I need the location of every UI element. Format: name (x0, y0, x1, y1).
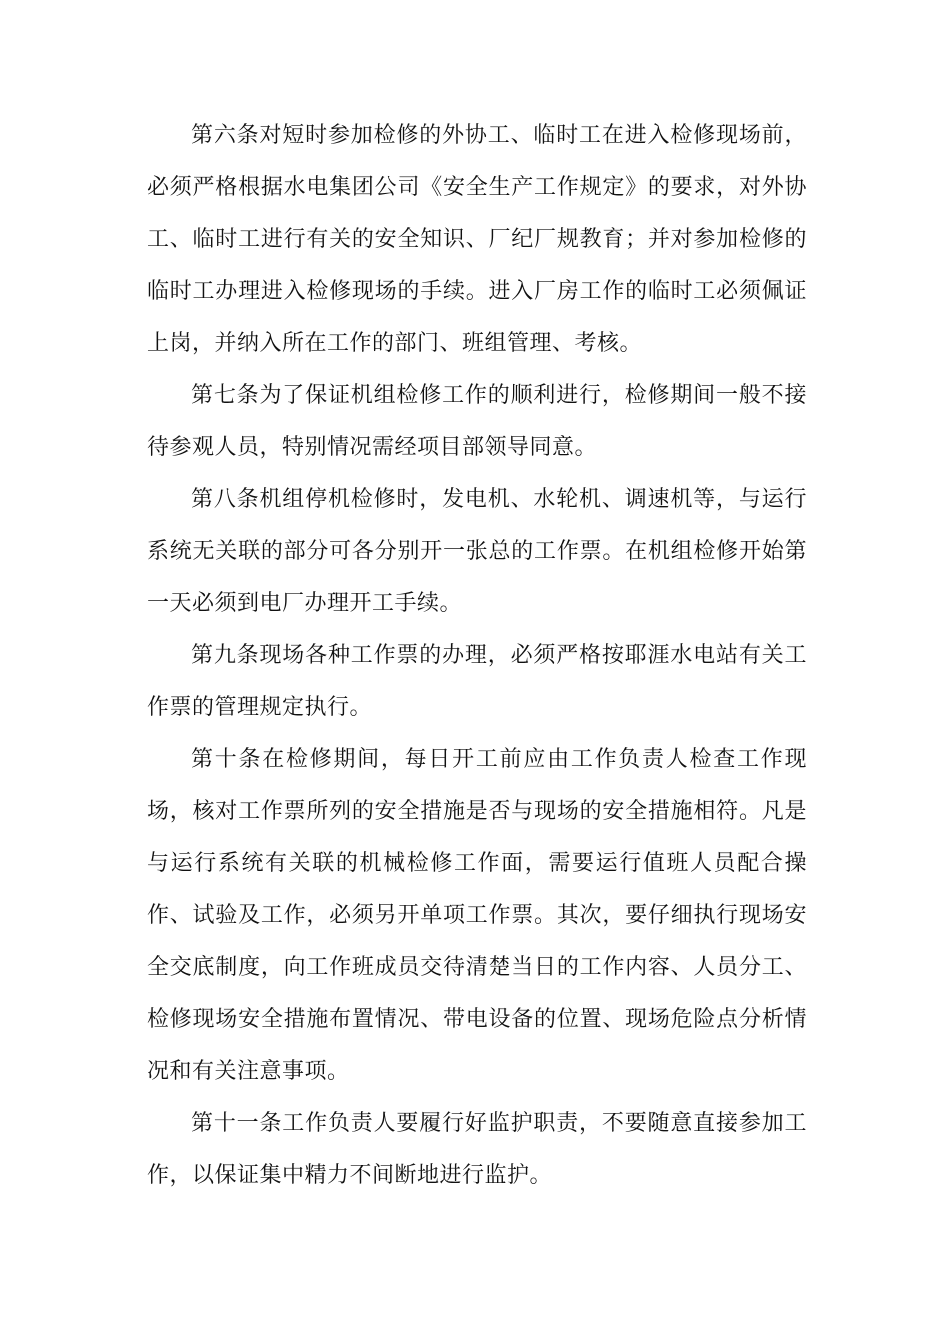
paragraph-article-11: 第十一条工作负责人要履行好监护职责，不要随意直接参加工作，以保证集中精力不间断地进行监护。 (147, 1111, 807, 1188)
paragraph-article-8: 第八条机组停机检修时，发电机、水轮机、调速机等，与运行系统无关联的部分可各分别开一张总的工作票。在机组检修开始第一天必须到电厂办理开工手续。 (147, 487, 807, 616)
paragraph-article-10: 第十条在检修期间，每日开工前应由工作负责人检查工作现场，核对工作票所列的安全措施是否与现场的安全措施相符。凡是与运行系统有关联的机械检修工作面，需要运行值班人员配合操作、试验及工作，必须另开单项工作票。其次，要仔细执行现场安全交底制度，向工作班成员交待清楚当日的工作内容、人员分工、检修现场安全措施布置情况、带电设备的位置、现场危险点分析情况和有关注意事项。 (147, 747, 807, 1084)
paragraph-article-7: 第七条为了保证机组检修工作的顺利进行，检修期间一般不接待参观人员，特别情况需经项目部领导同意。 (147, 383, 807, 460)
paragraph-article-9: 第九条现场各种工作票的办理，必须严格按耶涯水电站有关工作票的管理规定执行。 (147, 643, 807, 720)
document-body (147, 110, 807, 1202)
paragraph-article-6: 第六条对短时参加检修的外协工、临时工在进入检修现场前，必须严格根据水电集团公司《安全生产工作规定》的要求，对外协工、临时工进行有关的安全知识、厂纪厂规教育；并对参加检修的临时工办理进入检修现场的手续。进入厂房工作的临时工必须佩证上岗，并纳入所在工作的部门、班组管理、考核。 (147, 123, 807, 356)
